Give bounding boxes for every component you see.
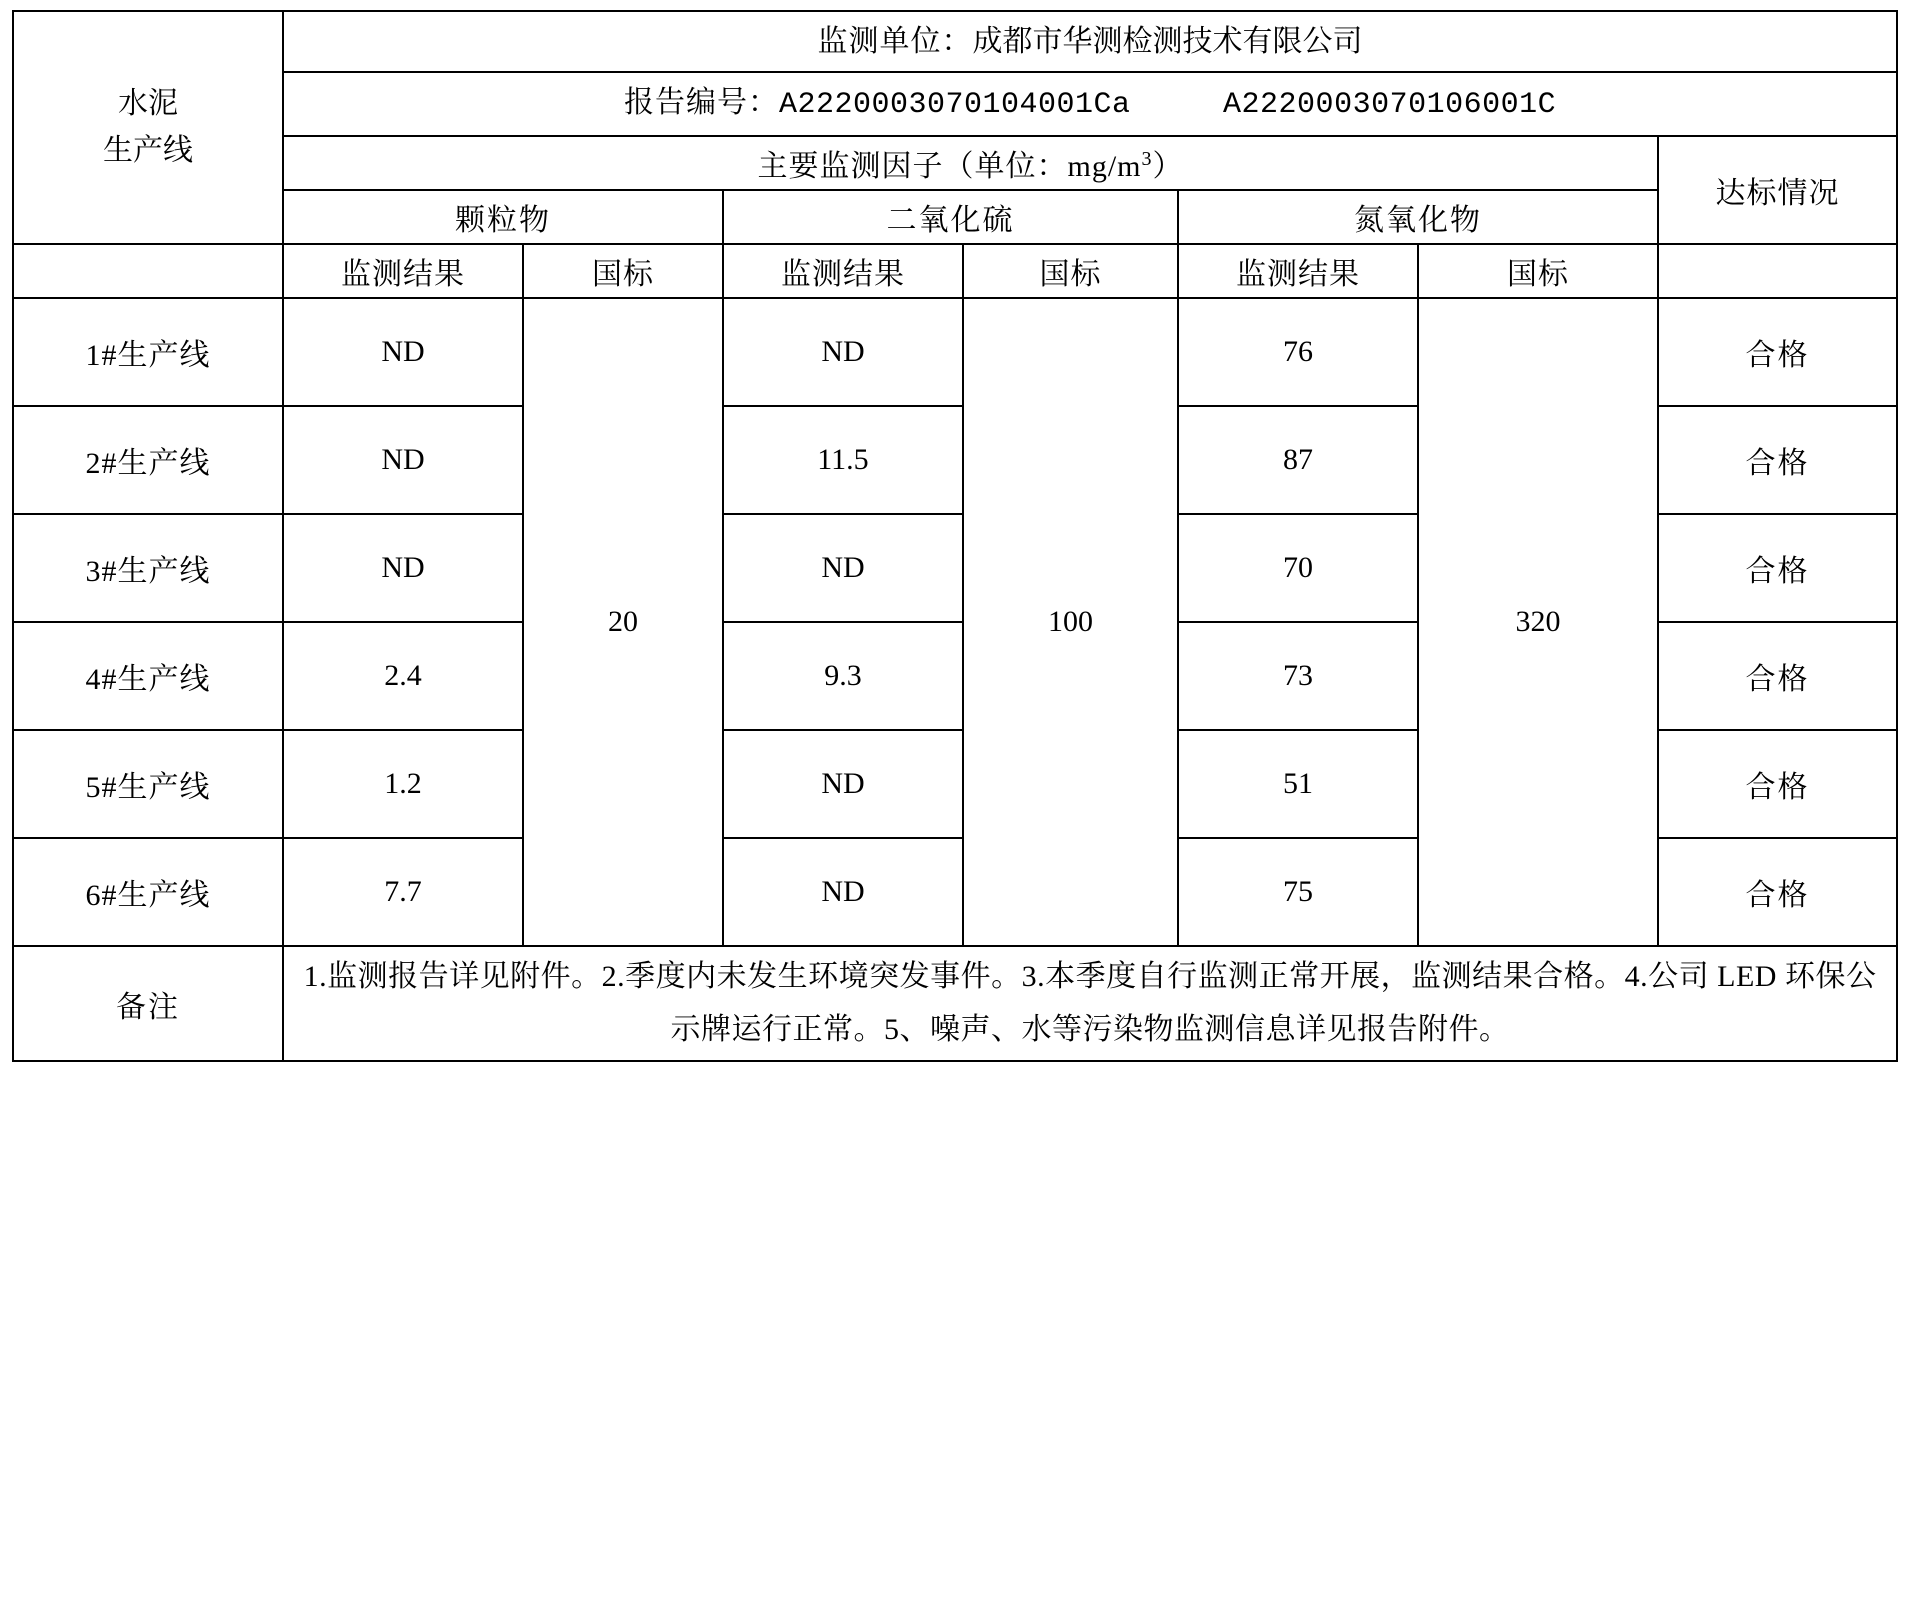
header-row-groups (13, 190, 1897, 244)
remark-row (13, 946, 1897, 1061)
report-number-line (283, 72, 1897, 136)
status-column-header: 达标情况 (1658, 136, 1897, 244)
header-row-report-no (13, 72, 1897, 136)
report-number-label: 报告编号： (623, 86, 779, 119)
row-header-title (13, 11, 283, 244)
factors-title-superscript: 3 (1141, 148, 1153, 170)
subheader-nox-standard: 国标 (1418, 244, 1658, 298)
cell-so2-result-3: ND (723, 514, 963, 622)
factors-title-text: 主要监测因子（单位：mg/m (757, 150, 1142, 183)
header-row-unit (13, 11, 1897, 72)
row-label-line2: 2#生产线 (13, 406, 283, 514)
cell-pm-result-1: ND (283, 298, 523, 406)
header-row-factors (13, 136, 1897, 190)
row-label-line3: 3#生产线 (13, 514, 283, 622)
cell-so2-result-4: 9.3 (723, 622, 963, 730)
cell-status-4: 合格 (1658, 622, 1897, 730)
cell-pm-result-2: ND (283, 406, 523, 514)
cell-nox-result-3: 70 (1178, 514, 1418, 622)
cell-so2-result-5: ND (723, 730, 963, 838)
cell-so2-result-6: ND (723, 838, 963, 946)
cell-nox-result-6: 75 (1178, 838, 1418, 946)
cell-pm-standard: 20 (523, 298, 723, 946)
cell-pm-result-3: ND (283, 514, 523, 622)
row-label-line1: 1#生产线 (13, 298, 283, 406)
remark-label: 备注 (13, 946, 283, 1061)
row-label-line4: 4#生产线 (13, 622, 283, 730)
cell-status-2: 合格 (1658, 406, 1897, 514)
monitoring-report-table (12, 10, 1898, 1062)
cell-status-1: 合格 (1658, 298, 1897, 406)
group-header-nox: 氮氧化物 (1178, 190, 1658, 244)
cell-nox-result-4: 73 (1178, 622, 1418, 730)
subheader-status-spacer (1658, 244, 1897, 298)
report-number-1: A2220003070104001Ca (778, 88, 1131, 122)
row-header-title-line1: 水泥 (118, 87, 178, 120)
subheader-spacer (13, 244, 283, 298)
cell-pm-result-5: 1.2 (283, 730, 523, 838)
cell-status-6: 合格 (1658, 838, 1897, 946)
row-label-line5: 5#生产线 (13, 730, 283, 838)
cell-status-3: 合格 (1658, 514, 1897, 622)
row-header-title-line2: 生产线 (103, 133, 193, 167)
report-number-2: A2220003070106001C (1223, 88, 1557, 122)
monitoring-unit-value: 成都市华测检测技术有限公司 (972, 25, 1363, 58)
report-number-spacer (1131, 88, 1224, 122)
cell-nox-result-2: 87 (1178, 406, 1418, 514)
cell-so2-result-1: ND (723, 298, 963, 406)
subheader-so2-standard: 国标 (963, 244, 1178, 298)
header-row-subcolumns (13, 244, 1897, 298)
subheader-pm-standard: 国标 (523, 244, 723, 298)
cell-pm-result-6: 7.7 (283, 838, 523, 946)
row-label-line6: 6#生产线 (13, 838, 283, 946)
cell-nox-result-1: 76 (1178, 298, 1418, 406)
subheader-so2-result: 监测结果 (723, 244, 963, 298)
factors-title-cell (283, 136, 1658, 190)
cell-so2-result-2: 11.5 (723, 406, 963, 514)
monitoring-unit-line (283, 11, 1897, 72)
subheader-pm-result: 监测结果 (283, 244, 523, 298)
cell-pm-result-4: 2.4 (283, 622, 523, 730)
cell-status-5: 合格 (1658, 730, 1897, 838)
factors-title-end: ） (1152, 150, 1184, 183)
table-row (13, 298, 1897, 406)
subheader-nox-result: 监测结果 (1178, 244, 1418, 298)
group-header-pm: 颗粒物 (283, 190, 723, 244)
cell-nox-result-5: 51 (1178, 730, 1418, 838)
cell-nox-standard: 320 (1418, 298, 1658, 946)
cell-so2-standard: 100 (963, 298, 1178, 946)
remark-text: 1.监测报告详见附件。2.季度内未发生环境突发事件。3.本季度自行监测正常开展，监测结果合格。4.公司 LED 环保公示牌运行正常。5、噪声、水等污染物监测信息详见报告附件。 (283, 946, 1897, 1061)
group-header-so2: 二氧化硫 (723, 190, 1178, 244)
monitoring-unit-label: 监测单位： (817, 25, 973, 58)
